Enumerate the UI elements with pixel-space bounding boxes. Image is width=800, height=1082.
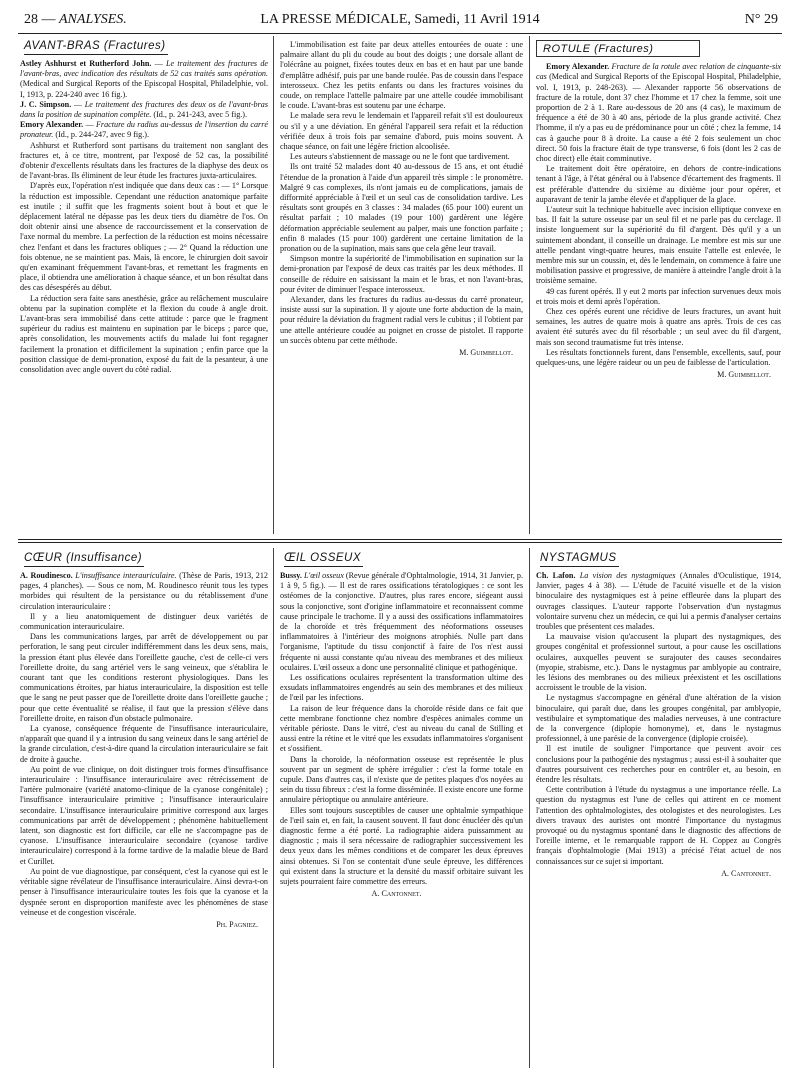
column-divider	[273, 36, 274, 534]
header-section: ANALYSES.	[59, 12, 127, 27]
paragraph: Les résultats fonctionnels furent, dans l'ensemble, excellents, sauf, pour quelques-uns, une légère raideur ou un peu de faiblesse de l'articulation.	[536, 347, 781, 368]
paragraph: La raison de leur fréquence dans la choroïde réside dans ce fait que cette membrane fonctionne chez nombre d'espèces animales comme un véritable périoste. Dans le vitré, c'est au niveau du canal de Stilling et aussi entre la rétine et le vitré que les exsudats inflammatoires s'organisent et s'ossifient.	[280, 703, 523, 754]
paragraph: Les ossifications oculaires représentent la transformation ultime des exsudats inflammatoires engendrés au sein des membranes et des milieux de l'œil par les infections.	[280, 673, 523, 703]
section-heading: ŒIL OSSEUX	[284, 552, 363, 567]
paragraph: Ils ont traité 52 malades dont 40 au-dessous de 15 ans, et ont étudié l'étendue de la pronation à l'aide d'un appareil très simple : le pronomètre. Malgré 9 cas complexes, ils n'ont jamais eu de complications, jamais de difformité appréciable à l'œil et un seul cas de consolidation tardive. Les résultats sont groupés en 3 classes : 34 malades (65 pour 100) eurent un résultat parfait ; 10 malades (19 pour 100) gardèrent une légère déformation appréciable seulement au palper, mais une fonction parfaite ; enfin 8 malades (15 pour 100) gardèrent une certaine limitation de la pronation ou de la supination, mais sans que cela gêne leur travail.	[280, 162, 523, 254]
reference: Emory Alexander. Fracture de la rotule avec relation de cinquante-six cas (Medical and Surgical Reports of the Episcopal Hospital, Philadelphie, vol. I, 1913, p. 248-263). — Alexander rapporte 56 observations de fracture de la rotule, dont 37 chez l'homme et 17 chez la femme, soit une proportion de 2 à 1. Rare au-dessous de 20 ans (4 cas), le maximum de fréquence a été de 30 à 40 ans, période de la plus grande activité. Chez l'homme, il n'y a pas eu de prédominance pour un côté ; chez la femme, 14 cas à gauche pour 8 à droite. La cause a été 2 fois seulement un choc direct. 50 fois la fracture était de type transverse, 6 fois (dont les 2 cas de choc direct) elle était comminutive.	[536, 62, 781, 164]
paragraph: L'auteur suit la technique habituelle avec incision elliptique convexe en bas. Il fait la suture osseuse par un seul fil et ne parle pas du cerclage. Il insiste longuement sur la supériorité du fil d'argent. Dès qu'il y a un suintement abondant, il conseille un drainage. Le membre est mis sur une attelle pendant vingt-quatre heures, mais ensuite l'attelle est enlevée, le membre mis sur un coussin, et, dès le lendemain, on commence à faire une mobilisation passive et progressive, de manière à atteindre l'angle droit à la troisième semaine.	[536, 205, 781, 286]
paragraph: Au point de vue clinique, on doit distinguer trois formes d'insuffisance interauriculaire : l'insuffisance interauriculaire avec rétrécissement de l'artère pulmonaire (variété anatomo-clinique de la cyanose congénitale) ; l'insuffisance interauriculaire primitive ; l'insuffisance interauriculaire secondaire. L'insuffisance interauriculaire primitive correspond aux larges communications par arrêt de développement ; phénomène habituellement latent, son diagnostic est fort difficile, car elle ne s'accompagne pas de cyanose. L'insuffisance interauriculaire secondaire (cyanose tardive interauriculaire) correspond à la forme tardive de la maladie bleue de Bard et Curillet.	[20, 764, 268, 866]
article-avant-bras	[20, 40, 268, 536]
section-heading: NYSTAGMUS	[540, 552, 619, 567]
paragraph: Dans la choroïde, la néoformation osseuse est représentée le plus souvent par un segment de sphère irrégulier : c'est la forme totale en cupule. Dans d'autres cas, il n'existe que de petites plaques d'os noyées au sein du tissu fibreux : c'est la forme disséminée. Il existe encore une forme annulaire périoptique ou annulaire antérieure.	[280, 754, 523, 805]
paragraph: Cette contribution à l'étude du nystagmus a une importance réelle. La question du nystagmus est l'une de celles qui attirent en ce moment l'attention des ophtalmologistes, des otologistes et des neurologistes. Les divers travaux des auristes ont montré l'importance du nystagmus provoqué ou du nystagmus spontané dans le diagnostic des affections de l'oreille interne, et le remarquable rapport de H. Coppez au Congrès français d'ophtalmologie (Mai 1913) a précisé l'état actuel de nos connaissances sur ce sujet si important.	[536, 785, 781, 866]
signature: A. Cantonnet.	[721, 868, 771, 878]
signature: A. Cantonnet.	[371, 889, 422, 899]
middle-rule	[18, 539, 782, 540]
signature: M. Guimbellot.	[459, 348, 513, 358]
signature: M. Guimbellot.	[717, 370, 771, 380]
reference: Ch. Lafon. La vision des nystagmiques (Annales d'Oculistique, 1914, Janvier, pages 4 à 38). — L'étude de l'acuité visuelle et de la vision binoculaire des nystagmiques est à peine effleurée dans la plupart des ouvrages classiques. L'auteur rapporte l'observation d'un nystagmus volontaire survenu chez un médecin, ce qui lui a permis d'analyser certains troubles que présentent ces malades.	[536, 571, 781, 632]
paragraph: Il y a lieu anatomiquement de distinguer deux variétés de communication interauriculaire.	[20, 611, 268, 632]
column-divider	[529, 36, 530, 534]
article-coeur	[20, 552, 268, 1072]
journal-title: LA PRESSE MÉDICALE, Samedi, 11 Avril 1914	[260, 12, 540, 27]
page-number-and-section: 28 — ANALYSES.	[24, 12, 127, 27]
paragraph: La mauvaise vision qu'accusent la plupart des nystagmiques, des groupes congénital et professionnel surtout, a pour cause les oscillations oculaires, auxquelles peuvent se surajouter des causes secondaires (myopie, strabisme, etc.). Dans le nystagmus par amblyopie au contraire, les lésions des membranes ou des milieux préexistent et les oscillations accroissent le trouble de la vision.	[536, 632, 781, 693]
section-heading: ROTULE (Fractures)	[536, 40, 700, 57]
paragraph: D'après eux, l'opération n'est indiquée que dans deux cas : — 1° Lorsque la réduction est impossible. Cependant une réduction anatomique parfaite est inutile ; il suffit que les fragments soient bout à bout et que le déplacement latéral ne dépasse pas les deux tiers du diamètre de l'os. On doit obtenir ainsi une absence de raccourcissement et la conservation de l'axe normal du membre. La perfection de la réduction est moins nécessaire chez l'enfant et dans les fractures obliques ; — 2° Quand la réduction une fois obtenue, ne se maintient pas. Mais, là encore, le chirurgien doit savoir qu'en examinant fréquemment l'avant-bras, et remettant les fragments en place, il obtiendra une amélioration à chaque séance, et un bon résultat dans des cas désespérés au début.	[20, 181, 268, 293]
article-avant-bras-continued	[280, 40, 523, 536]
paragraph: Le nystagmus s'accompagne en général d'une altération de la vision binoculaire, qui paraît due, dans les groupes congénital, par amblyopie, vestibulaire et symptomatique des maladies nerveuses, à une contracture de la convergence (diplopie homonyme), et, dans le nystagmus professionnel, à une parésie de la convergence (diplopie croisée).	[536, 693, 781, 744]
header-rule	[18, 33, 782, 34]
paragraph: Au point de vue diagnostique, par conséquent, c'est la cyanose qui est le véritable signe révélateur de l'insuffisance interauriculaire. Ainsi devra-t-on penser à l'insuffisance interauriculaire toutes les fois que la cyanose et la dyspnée seront en disproportion manifeste avec les phénomènes de stase veineuse et de congestion viscérale.	[20, 866, 268, 917]
running-header	[18, 9, 782, 29]
paragraph: Alexander, dans les fractures du radius au-dessus du carré pronateur, insiste aussi sur la supination. Il y ajoute une forte abduction de la main, pour réduire la déviation du fragment radial vers le cubitus ; il l'obtient par une attelle antérieure coudée au poignet en crosse de pistolet. Il rapporte un succès obtenu par cette méthode.	[280, 295, 523, 345]
column-divider	[273, 548, 274, 1068]
paragraph: La réduction sera faite sans anesthésie, grâce au relâchement musculaire obtenu par la supination complète et la flexion du coude à angle droit. L'avant-bras sera immobilisé dans cette attitude : parce que le fragment supérieur du radius est maintenu en supination par le biceps ; parce que, après consolidation, les mouvements actifs du malade lui font regagner facilement la pronation et difficilement la supination ; enfin parce que la position classique de demi-pronation, exposé du fait de la pesanteur, à une consolidation avec angle ouvert du côté radial.	[20, 293, 268, 375]
reference: Bussy. L'œil osseux (Revue générale d'Ophtalmologie, 1914, 31 Janvier, p. 1 à 9, 5 fig.). — Il est de rares ossifications tératologiques : ce sont les ostéomes de la conjonctive. D'autres, plus rares encore, siégeant aussi sous la conjonctive, sont d'origine inflammatoire et reconnaissent comme cause principale le trachome. Il y a aussi des ossifications inflammatoires de la choroïde et très fréquemment des néoformations osseuses inflammatoires à l'intérieur des moignons atrophiés. Nulle part dans l'organisme, l'aptitude du tissu conjonctif à faire de l'os n'est aussi fréquente ni aussi constante qu'au niveau des membranes et des milieux oculaires. L'œil osseux a donc une personnalité clinique et pathogénique.	[280, 571, 523, 672]
paragraph: L'immobilisation est faite par deux attelles entourées de ouate : une palmaire allant du pli du coude au bout des doigts ; une dorsale allant de l'olécrâne au poignet, fixées toutes deux en bas et en haut par une bande d'emplâtre adhésif, puis par une bande roulée. Pas de coussin dans l'espace interosseux. Chez les petits enfants ou dans les fractures voisines du coude, on remplace l'attelle palmaire par une attelle coudée immobilisant le coude. L'avant-bras est soutenu par une écharpe.	[280, 40, 523, 111]
paragraph: Ashhurst et Rutherford sont partisans du traitement non sanglant des fractures et, à ce titre, montrent, par l'exposé de 52 cas, la possibilité d'obtenir d'excellents résultats dans les fractures de la diaphyse des deux os de l'avant-bras. Ils éliminent de leur étude les fractures juxta-articulaires.	[20, 140, 268, 181]
paragraph: Chez ces opérés eurent une récidive de leurs fractures, un avant huit semaines, les autres de quatre mois à quatre ans après. Trois de ces cas avaient été suturés avec du fil résorbable ; un seul avec du fil d'argent, mais son second traumatisme fut très intense.	[536, 307, 781, 347]
section-heading: AVANT-BRAS (Fractures)	[24, 40, 168, 55]
paragraph: Le traitement doit être opératoire, en dehors de contre-indications tenant à l'âge, à l'état général ou à l'absence d'écartement des fragments. Il est préférable d'attendre du sixième au dixième jour pour opérer, et auparavant de tenir la jambe élevée et d'appliquer de la glace.	[536, 164, 781, 204]
reference: J. C. Simpson. — Le traitement des fractures des deux os de l'avant-bras dans la position de supination complète. (Id., p. 241-243, avec 5 fig.).	[20, 99, 268, 120]
article-rotule	[536, 40, 781, 536]
paragraph: Les auteurs s'abstiennent de massage ou ne le font que tardivement.	[290, 152, 510, 162]
column-divider	[529, 548, 530, 1068]
paragraph: Dans les communications larges, par arrêt de développement ou par perforation, le sang peut circuler indifféremment dans les deux sens, mais, la pression étant plus élevée dans l'oreillette gauche, c'est de celle-ci vers l'oreillette droite, du sang artériel vers le sang veineux, que s'établira le courant tant que les conditions resteront physiologiques. Dans les communications étroites, par hiatus interauriculaire, la disposition est telle que le sang ne peut passer que de l'oreillette droite dans l'oreillette gauche ; pour que cette éventualité se réalise, il faut que la pression s'élève dans l'oreillette droite, en raison d'un obstacle pulmonaire.	[20, 632, 268, 723]
signature: Ph. Pagniez.	[216, 919, 258, 929]
paragraph: La cyanose, conséquence fréquente de l'insuffisance interauriculaire, n'apparaît que quand il y a intrusion du sang veineux dans le sang artériel de la grande circulation, c'est-à-dire quand la circulation interauriculaire se fait de droite à gauche.	[20, 724, 268, 764]
issue-number: N° 29	[744, 12, 778, 27]
page-number: 28	[24, 12, 38, 27]
section-heading: CŒUR (Insuffisance)	[24, 552, 144, 567]
paragraph: Il est inutile de souligner l'importance que peuvent avoir ces conclusions pour la pathogénie des nystagmus ; aussi est-il à souhaiter que d'autres poursuivent ces recherches pour en contrôler et, au besoin, en étendre les résultats.	[536, 744, 781, 785]
paragraph: Simpson montre la supériorité de l'immobilisation en supination sur la demi-pronation par l'exposé de deux cas traités par les deux méthodes. Il conseille de réduire en saisissant la main et le bras, et non l'avant-bras, pour éviter de diminuer l'espace interosseux.	[280, 254, 523, 294]
paragraph: 49 cas furent opérés. Il y eut 2 morts par infection survenues deux mois et trois mois et demi après l'opération.	[536, 286, 781, 306]
article-nystagmus	[536, 552, 781, 1072]
paragraph: Elles sont toujours susceptibles de causer une ophtalmie sympathique de l'œil sain et, en fait, la causent souvent. Il faut donc énucléer dès qu'un diagnostic ferme a été porté. La radiographie aidera puissamment au diagnostic ; mais il sera nécessaire de radiographier successivement les deux yeux dans les mêmes conditions et de comparer les deux épreuves ainsi obtenues. Si l'on se contentait d'une seule épreuve, les différences qui existent dans la structure et la densité du massif orbitaire suivant les sujets pourraient faire commettre des erreurs.	[280, 805, 523, 887]
article-oeil-osseux	[280, 552, 523, 1072]
paragraph: Le malade sera revu le lendemain et l'appareil refait s'il est douloureux ou s'il y a une déviation. En général l'appareil sera refait et la réduction vérifiée deux à trois fois par semaine d'abord, puis moins souvent. A chaque séance, on fait une légère friction alcoolisée.	[280, 111, 523, 152]
reference: Astley Ashhurst et Rutherford John. — Le traitement des fractures de l'avant-bras, avec indication des résultats de 52 cas traités sans opération. (Medical and Surgical Reports of the Episcopal Hospital, Philadelphie, vol. I, 1913, p. 224-240 avec 16 fig.).	[20, 59, 268, 99]
middle-rule	[18, 542, 782, 543]
reference: Emory Alexander. — Fracture du radius au-dessus de l'insertion du carré pronateur. (Id., p. 244-247, avec 9 fig.).	[20, 120, 268, 140]
reference: A. Roudinesco. L'insuffisance interauriculaire. (Thèse de Paris, 1913, 212 pages, 4 planches). — Sous ce nom, M. Roudinesco réunit tous les types morbides qui résultent de la persistance ou du rétablissement d'une circulation interauriculaire :	[20, 571, 268, 611]
